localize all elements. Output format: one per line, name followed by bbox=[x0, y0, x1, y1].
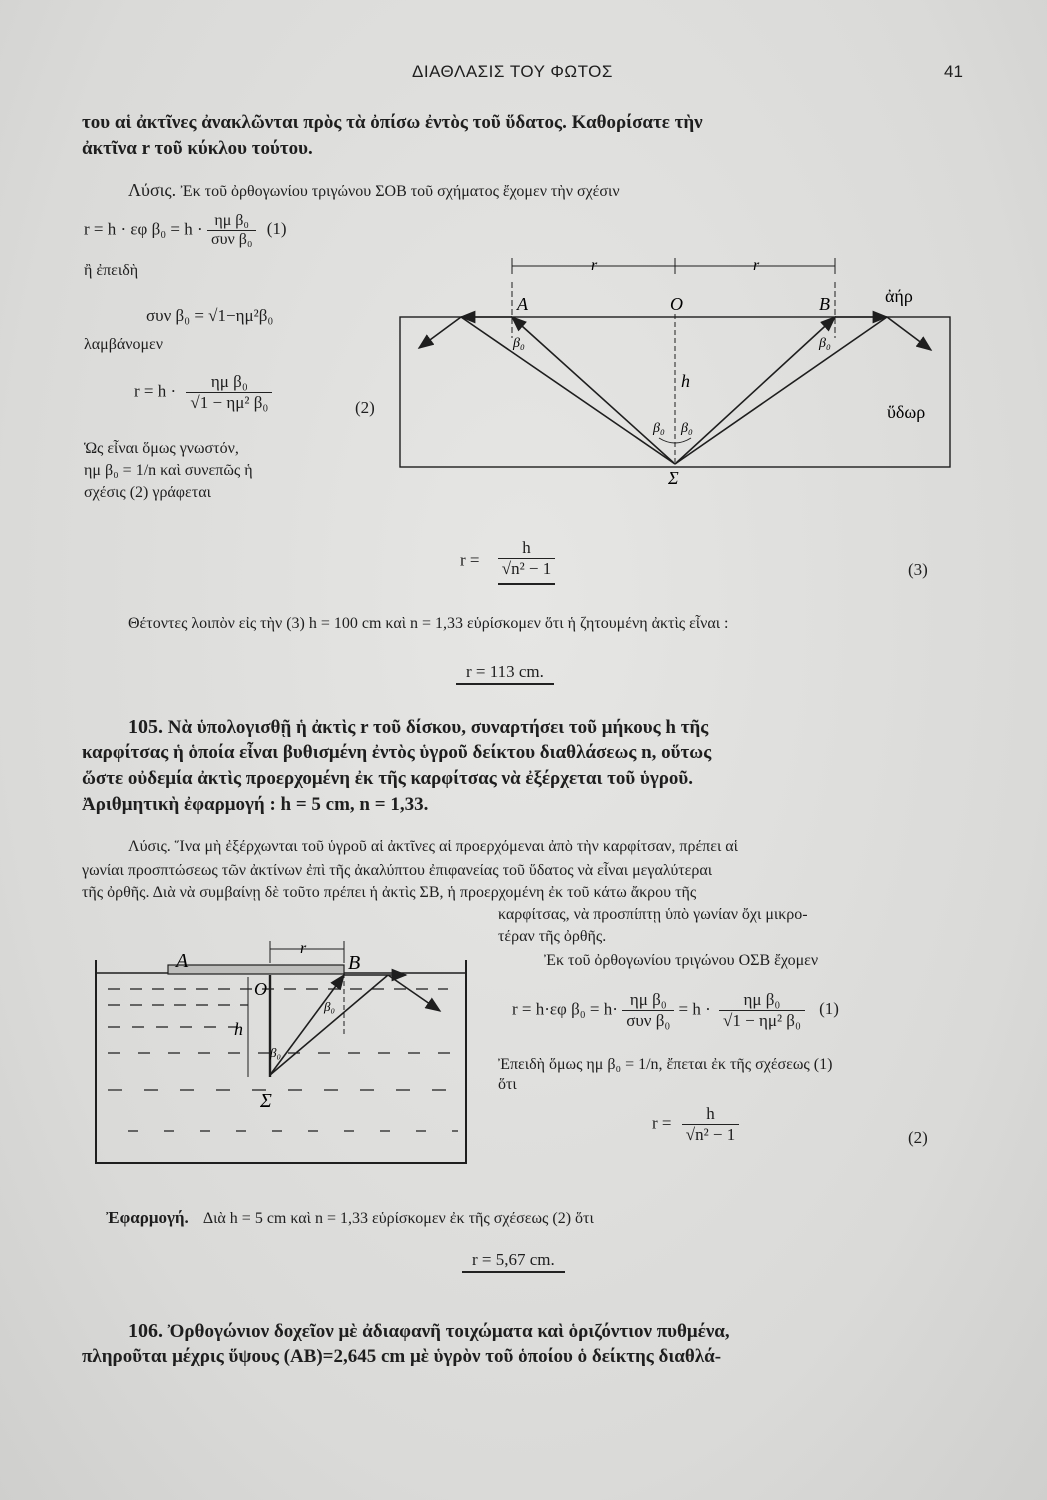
numerator: h bbox=[498, 538, 556, 559]
solution-2-line-1 bbox=[128, 838, 738, 856]
result-value: r = 5,67 cm. bbox=[462, 1250, 565, 1273]
solution-2-equation-2-tag: (2) bbox=[908, 1128, 928, 1147]
point-A-label: A bbox=[517, 294, 528, 314]
point-O-label: O bbox=[254, 979, 267, 999]
eq-mid: = h · bbox=[678, 999, 711, 1019]
result-1 bbox=[456, 662, 554, 682]
denominator: √n² − 1 bbox=[501, 559, 552, 578]
point-B-label: B bbox=[819, 294, 830, 314]
intro-line-1: του αἱ ἀκτῖνες ἀνακλῶνται πρὸς τὰ ὀπίσω ἐντὸς τοῦ ὕδατος. Καθορίσατε τὴν bbox=[82, 112, 703, 133]
angle-beta-B: β₀ bbox=[324, 999, 335, 1014]
solution-2-line-3: τῆς ὀρθῆς. Διὰ νὰ συμβαίνῃ δὲ τοῦτο πρέπει ἡ ἀκτὶς ΣΒ, ἡ προερχομένη ἐκ τοῦ κάτω ἄκρου τῆς bbox=[82, 884, 697, 901]
eq-left: r = h · εφ β₀ = h · bbox=[84, 219, 203, 239]
problem-number: 106. bbox=[128, 1320, 163, 1342]
denominator: √1 − ημ² β₀ bbox=[723, 1011, 801, 1030]
liquid-dashes bbox=[108, 989, 458, 1131]
eq-left: r = h · bbox=[134, 381, 177, 401]
numerator: ημ β₀ bbox=[719, 990, 805, 1011]
ray-sigma-B bbox=[675, 317, 835, 464]
result-value: r = 113 cm. bbox=[456, 662, 554, 685]
point-O-label: O bbox=[670, 294, 683, 314]
application-text: Διὰ h = 5 cm καὶ n = 1,33 εὑρίσκομεν ἐκ τῆς σχέσεως (2) ὅτι bbox=[202, 1210, 594, 1227]
denominator: √n² − 1 bbox=[685, 1125, 736, 1144]
solution-2-line-5: τέραν τῆς ὀρθῆς. bbox=[498, 928, 607, 945]
ray-sigma-A bbox=[512, 317, 675, 464]
radius-label-right: r bbox=[753, 257, 760, 274]
since-line-1: Ἐπειδὴ ὅμως ημ β₀ = 1/n, ἔπεται ἐκ τῆς σχέσεως (1) bbox=[498, 1056, 833, 1073]
equation-3 bbox=[460, 538, 555, 585]
problem-106-line-1 bbox=[128, 1320, 730, 1343]
equation-1 bbox=[84, 212, 287, 249]
ray-left-reflected bbox=[419, 317, 461, 348]
since-line-2: ὅτι bbox=[498, 1076, 517, 1093]
problem-106-line-2: πληροῦται μέχρις ὕψους (ΑΒ)=2,645 cm μὲ ὑγρὸν τοῦ ὁποίου ὁ δείκτης διαθλά- bbox=[82, 1346, 722, 1367]
solution-2-line-6: Ἐκ τοῦ ὀρθογωνίου τριγώνου ΟΣΒ ἔχομεν bbox=[544, 952, 819, 969]
angle-beta-right: β₀ bbox=[819, 336, 831, 351]
fraction-1 bbox=[622, 990, 674, 1031]
known-line-1: Ὡς εἶναι ὅμως γνωστόν, bbox=[84, 440, 239, 457]
fraction bbox=[682, 1104, 740, 1145]
equation-tag: (1) bbox=[819, 999, 839, 1019]
obtain-text: λαμβάνομεν bbox=[84, 336, 164, 353]
ray-right-reflected bbox=[887, 317, 931, 350]
fraction bbox=[498, 538, 556, 585]
ray-sigma-far bbox=[270, 975, 388, 1075]
solution-2-equation-2 bbox=[652, 1104, 739, 1145]
solution-2-equation-1 bbox=[512, 990, 839, 1031]
known-line-2: ημ β₀ = 1/n καὶ συνεπῶς ἡ bbox=[84, 462, 253, 479]
refraction-figure-1 bbox=[395, 252, 955, 492]
equation-2 bbox=[134, 372, 272, 413]
equation-3-tag: (3) bbox=[908, 560, 928, 579]
eq-left: r = bbox=[460, 550, 480, 570]
equation-2-tag: (2) bbox=[355, 398, 375, 417]
ray-sigma-right-far bbox=[675, 317, 887, 464]
numerator: ημ β₀ bbox=[207, 212, 257, 231]
intro-line-2: ἀκτῖνα r τοῦ κύκλου τούτου. bbox=[82, 138, 313, 159]
ray-sigma-left-far bbox=[461, 317, 675, 464]
angle-beta-left: β₀ bbox=[513, 336, 525, 351]
running-header: ΔΙΑΘΛΑΣΙΣ ΤΟΥ ΦΩΤΟΣ bbox=[412, 62, 613, 81]
eq-left: r = bbox=[652, 1113, 672, 1133]
denominator: συν β₀ bbox=[210, 231, 253, 248]
point-B-label: B bbox=[348, 952, 361, 974]
application-label: Ἐφαρμογή. bbox=[106, 1208, 189, 1227]
cos-equation: συν β₀ = √1−ημ²β₀ bbox=[146, 306, 274, 325]
ray-reflected bbox=[388, 975, 440, 1011]
solution-1-intro bbox=[128, 180, 620, 201]
pin-disk-figure bbox=[88, 935, 478, 1170]
result-2 bbox=[462, 1250, 565, 1270]
denominator: √1 − ημ² β₀ bbox=[190, 393, 269, 412]
eq-left: r = h·εφ β₀ = h· bbox=[512, 999, 618, 1019]
point-sigma-label: Σ bbox=[668, 468, 679, 488]
numerator: ημ β₀ bbox=[186, 372, 272, 393]
ray-sigma-B bbox=[270, 975, 344, 1075]
solution-text: Ἐκ τοῦ ὀρθογωνίου τριγώνου ΣΟΒ τοῦ σχήματος ἔχομεν τὴν σχέσιν bbox=[180, 183, 620, 200]
height-label: h bbox=[681, 371, 690, 391]
radius-label: r bbox=[300, 940, 307, 957]
solution-label: Λύσις. bbox=[128, 180, 177, 200]
application-line bbox=[106, 1208, 594, 1228]
height-label: h bbox=[234, 1019, 243, 1039]
problem-105-line-4: Ἀριθμητικὴ ἐφαρμογή : h = 5 cm, n = 1,33. bbox=[82, 794, 429, 815]
known-line-3: σχέσις (2) γράφεται bbox=[84, 484, 211, 501]
equation-tag: (1) bbox=[266, 219, 287, 239]
problem-105-line-3: ὥστε οὐδεμία ἀκτὶς προερχομένη ἐκ τῆς καρφίτσας νὰ ἐξέρχεται τοῦ ὑγροῦ. bbox=[82, 768, 694, 789]
problem-105-line-1 bbox=[128, 716, 708, 739]
since-text: ἢ ἐπειδὴ bbox=[84, 262, 139, 279]
angle-beta-center-left: β₀ bbox=[653, 421, 665, 436]
air-label: ἀήρ bbox=[885, 286, 913, 306]
solution-2-line-4: καρφίτσας, νὰ προσπίπτῃ ὑπὸ γωνίαν ὄχι μικρο- bbox=[498, 906, 808, 923]
angle-beta-sigma: β₀ bbox=[270, 1045, 281, 1060]
point-A-label: A bbox=[176, 950, 189, 972]
radius-label-left: r bbox=[591, 257, 598, 274]
water-label: ὕδωρ bbox=[887, 402, 926, 422]
angle-beta-center-right: β₀ bbox=[681, 421, 693, 436]
fraction bbox=[186, 372, 272, 413]
page-number: 41 bbox=[944, 62, 963, 81]
fraction-2 bbox=[719, 990, 805, 1031]
problem-text: Ὀρθογώνιον δοχεῖον μὲ ἀδιαφανῆ τοιχώματα καὶ ὁριζόντιον πυθμένα, bbox=[167, 1321, 730, 1342]
numerator: h bbox=[682, 1104, 740, 1125]
setting-text: Θέτοντες λοιπὸν εἰς τὴν (3) h = 100 cm καὶ n = 1,33 εὑρίσκομεν ὅτι ἡ ζητουμένη ἀκτὶς εἶναι : bbox=[128, 615, 729, 632]
fraction bbox=[207, 212, 257, 249]
denominator: συν β₀ bbox=[626, 1011, 671, 1030]
problem-text: Νὰ ὑπολογισθῇ ἡ ἀκτὶς r τοῦ δίσκου, συναρτήσει τοῦ μήκους h τῆς bbox=[167, 717, 709, 738]
disk bbox=[168, 965, 344, 974]
point-sigma-label: Σ bbox=[260, 1090, 272, 1112]
numerator: ημ β₀ bbox=[622, 990, 674, 1011]
solution-text: Ἵνα μὴ ἐξέρχωνται τοῦ ὑγροῦ αἱ ἀκτῖνες αἱ προερχόμεναι ἀπὸ τὴν καρφίτσαν, πρέπει αἱ bbox=[174, 838, 738, 855]
problem-105-line-2: καρφίτσας ἡ ὁποία εἶναι βυθισμένη ἐντὸς ὑγροῦ δείκτου διαθλάσεως n, οὕτως bbox=[82, 742, 712, 763]
solution-label: Λύσις. bbox=[128, 838, 171, 855]
solution-2-line-2: γωνίαι προσπτώσεως τῶν ἀκτίνων ἐπὶ τῆς ἀκαλύπτου ἐπιφανείας τοῦ ὕδατος νὰ εἶναι μεγαλύτεραι bbox=[82, 862, 713, 879]
problem-number: 105. bbox=[128, 716, 163, 738]
